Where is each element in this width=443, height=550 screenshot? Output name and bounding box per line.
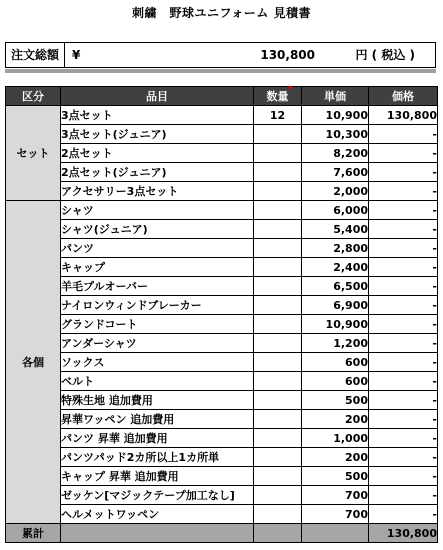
quantity-cell[interactable] xyxy=(254,201,302,220)
price-cell: - xyxy=(369,220,438,239)
quantity-cell[interactable]: 12 xyxy=(254,106,302,125)
unit-price-cell: 6,500 xyxy=(302,277,369,296)
quantity-cell[interactable] xyxy=(254,372,302,391)
item-name: グランドコート xyxy=(61,315,254,334)
estimate-table-body xyxy=(6,106,438,543)
price-cell: - xyxy=(369,372,438,391)
item-name: 3点セット(ジュニア) xyxy=(61,125,254,144)
header-unit-price: 単価 xyxy=(302,87,369,106)
summary-empty-price xyxy=(302,524,369,543)
unit-price-cell: 10,900 xyxy=(302,106,369,125)
order-total-unit: 円 ( 税込 ) xyxy=(355,48,415,62)
unit-price-cell: 500 xyxy=(302,391,369,410)
quantity-cell[interactable] xyxy=(254,239,302,258)
unit-price-cell: 5,400 xyxy=(302,220,369,239)
quantity-cell[interactable] xyxy=(254,334,302,353)
price-cell: - xyxy=(369,182,438,201)
table-row xyxy=(6,391,438,410)
order-total-value: 130,800 xyxy=(260,48,315,62)
unit-price-cell: 8,200 xyxy=(302,144,369,163)
quantity-cell[interactable] xyxy=(254,410,302,429)
estimate-table xyxy=(5,86,438,543)
summary-total: 130,800 xyxy=(369,524,438,543)
price-cell: - xyxy=(369,163,438,182)
quantity-cell[interactable] xyxy=(254,144,302,163)
table-row xyxy=(6,505,438,524)
quantity-cell[interactable] xyxy=(254,220,302,239)
table-row xyxy=(6,163,438,182)
table-row xyxy=(6,201,438,220)
table-row xyxy=(6,448,438,467)
item-name: パンツ xyxy=(61,239,254,258)
unit-price-cell: 2,000 xyxy=(302,182,369,201)
header-price: 価格 xyxy=(369,87,438,106)
unit-price-cell: 700 xyxy=(302,486,369,505)
total-divider-strip xyxy=(5,69,436,73)
unit-price-cell: 10,900 xyxy=(302,315,369,334)
table-row xyxy=(6,353,438,372)
unit-price-cell: 600 xyxy=(302,372,369,391)
unit-price-cell: 200 xyxy=(302,448,369,467)
price-cell: - xyxy=(369,144,438,163)
item-name: シャツ(ジュニア) xyxy=(61,220,254,239)
summary-label: 累計 xyxy=(6,524,61,543)
price-cell: - xyxy=(369,391,438,410)
unit-price-cell: 2,800 xyxy=(302,239,369,258)
table-header-row xyxy=(6,87,438,106)
unit-price-cell: 7,600 xyxy=(302,163,369,182)
price-cell: - xyxy=(369,296,438,315)
table-row xyxy=(6,125,438,144)
price-cell: - xyxy=(369,239,438,258)
item-name: ナイロンウィンドブレーカー xyxy=(61,296,254,315)
item-name: ヘルメットワッペン xyxy=(61,505,254,524)
unit-price-cell: 10,300 xyxy=(302,125,369,144)
table-row xyxy=(6,182,438,201)
table-row xyxy=(6,106,438,125)
unit-price-cell: 2,400 xyxy=(302,258,369,277)
price-cell: - xyxy=(369,334,438,353)
yen-symbol: ¥ xyxy=(72,48,81,62)
price-cell: - xyxy=(369,315,438,334)
header-category: 区分 xyxy=(6,87,61,106)
quantity-cell[interactable] xyxy=(254,353,302,372)
item-name: アンダーシャツ xyxy=(61,334,254,353)
comment-marker xyxy=(289,86,292,89)
table-row xyxy=(6,372,438,391)
header-item: 品目 xyxy=(61,87,254,106)
unit-price-cell: 600 xyxy=(302,353,369,372)
quantity-cell[interactable] xyxy=(254,505,302,524)
table-row xyxy=(6,239,438,258)
unit-price-cell: 1,000 xyxy=(302,429,369,448)
table-row xyxy=(6,410,438,429)
item-name: パンツパッド2カ所以上1カ所単 xyxy=(61,448,254,467)
item-name: キャップ 昇華 追加費用 xyxy=(61,467,254,486)
table-row xyxy=(6,315,438,334)
unit-price-cell: 500 xyxy=(302,467,369,486)
quantity-cell[interactable] xyxy=(254,163,302,182)
header-quantity: 数量 xyxy=(254,87,302,106)
unit-price-cell: 1,200 xyxy=(302,334,369,353)
price-cell: - xyxy=(369,505,438,524)
item-name: ベルト xyxy=(61,372,254,391)
price-cell: - xyxy=(369,125,438,144)
unit-price-cell: 6,900 xyxy=(302,296,369,315)
category-single: 各個 xyxy=(6,201,61,524)
quantity-cell[interactable] xyxy=(254,296,302,315)
item-name: 羊毛プルオーバー xyxy=(61,277,254,296)
unit-price-cell: 700 xyxy=(302,505,369,524)
price-cell: - xyxy=(369,353,438,372)
item-name: 2点セット xyxy=(61,144,254,163)
price-cell: - xyxy=(369,448,438,467)
price-cell: - xyxy=(369,429,438,448)
quantity-cell[interactable] xyxy=(254,486,302,505)
summary-row xyxy=(6,524,438,543)
quantity-cell[interactable] xyxy=(254,258,302,277)
table-row xyxy=(6,486,438,505)
item-name: 3点セット xyxy=(61,106,254,125)
price-cell: 130,800 xyxy=(369,106,438,125)
document-title: 刺繍 野球ユニフォーム 見積書 xyxy=(131,6,312,20)
table-row xyxy=(6,220,438,239)
item-name: ゼッケン[マジックテープ加工なし] xyxy=(61,486,254,505)
order-total-label: 注文総額 xyxy=(6,43,65,67)
quantity-cell[interactable] xyxy=(254,182,302,201)
item-name: キャップ xyxy=(61,258,254,277)
table-row xyxy=(6,334,438,353)
order-total-box xyxy=(5,42,436,68)
item-name: シャツ xyxy=(61,201,254,220)
table-row xyxy=(6,277,438,296)
price-cell: - xyxy=(369,467,438,486)
quantity-cell[interactable] xyxy=(254,391,302,410)
table-row xyxy=(6,258,438,277)
price-cell: - xyxy=(369,410,438,429)
item-name: アクセサリー3点セット xyxy=(61,182,254,201)
price-cell: - xyxy=(369,486,438,505)
item-name: 昇華ワッペン 追加費用 xyxy=(61,410,254,429)
quantity-cell[interactable] xyxy=(254,429,302,448)
summary-empty-qty xyxy=(254,524,302,543)
price-cell: - xyxy=(369,277,438,296)
unit-price-cell: 200 xyxy=(302,410,369,429)
table-row xyxy=(6,296,438,315)
unit-price-cell: 6,000 xyxy=(302,201,369,220)
price-cell: - xyxy=(369,258,438,277)
quantity-cell[interactable] xyxy=(254,448,302,467)
price-cell: - xyxy=(369,201,438,220)
quantity-cell[interactable] xyxy=(254,467,302,486)
item-name: パンツ 昇華 追加費用 xyxy=(61,429,254,448)
table-row xyxy=(6,144,438,163)
item-name: ソックス xyxy=(61,353,254,372)
quantity-cell[interactable] xyxy=(254,315,302,334)
quantity-cell[interactable] xyxy=(254,277,302,296)
item-name: 2点セット(ジュニア) xyxy=(61,163,254,182)
table-row xyxy=(6,429,438,448)
quantity-cell[interactable] xyxy=(254,125,302,144)
table-row xyxy=(6,467,438,486)
category-set: セット xyxy=(6,106,61,201)
item-name: 特殊生地 追加費用 xyxy=(61,391,254,410)
summary-empty-item xyxy=(61,524,254,543)
